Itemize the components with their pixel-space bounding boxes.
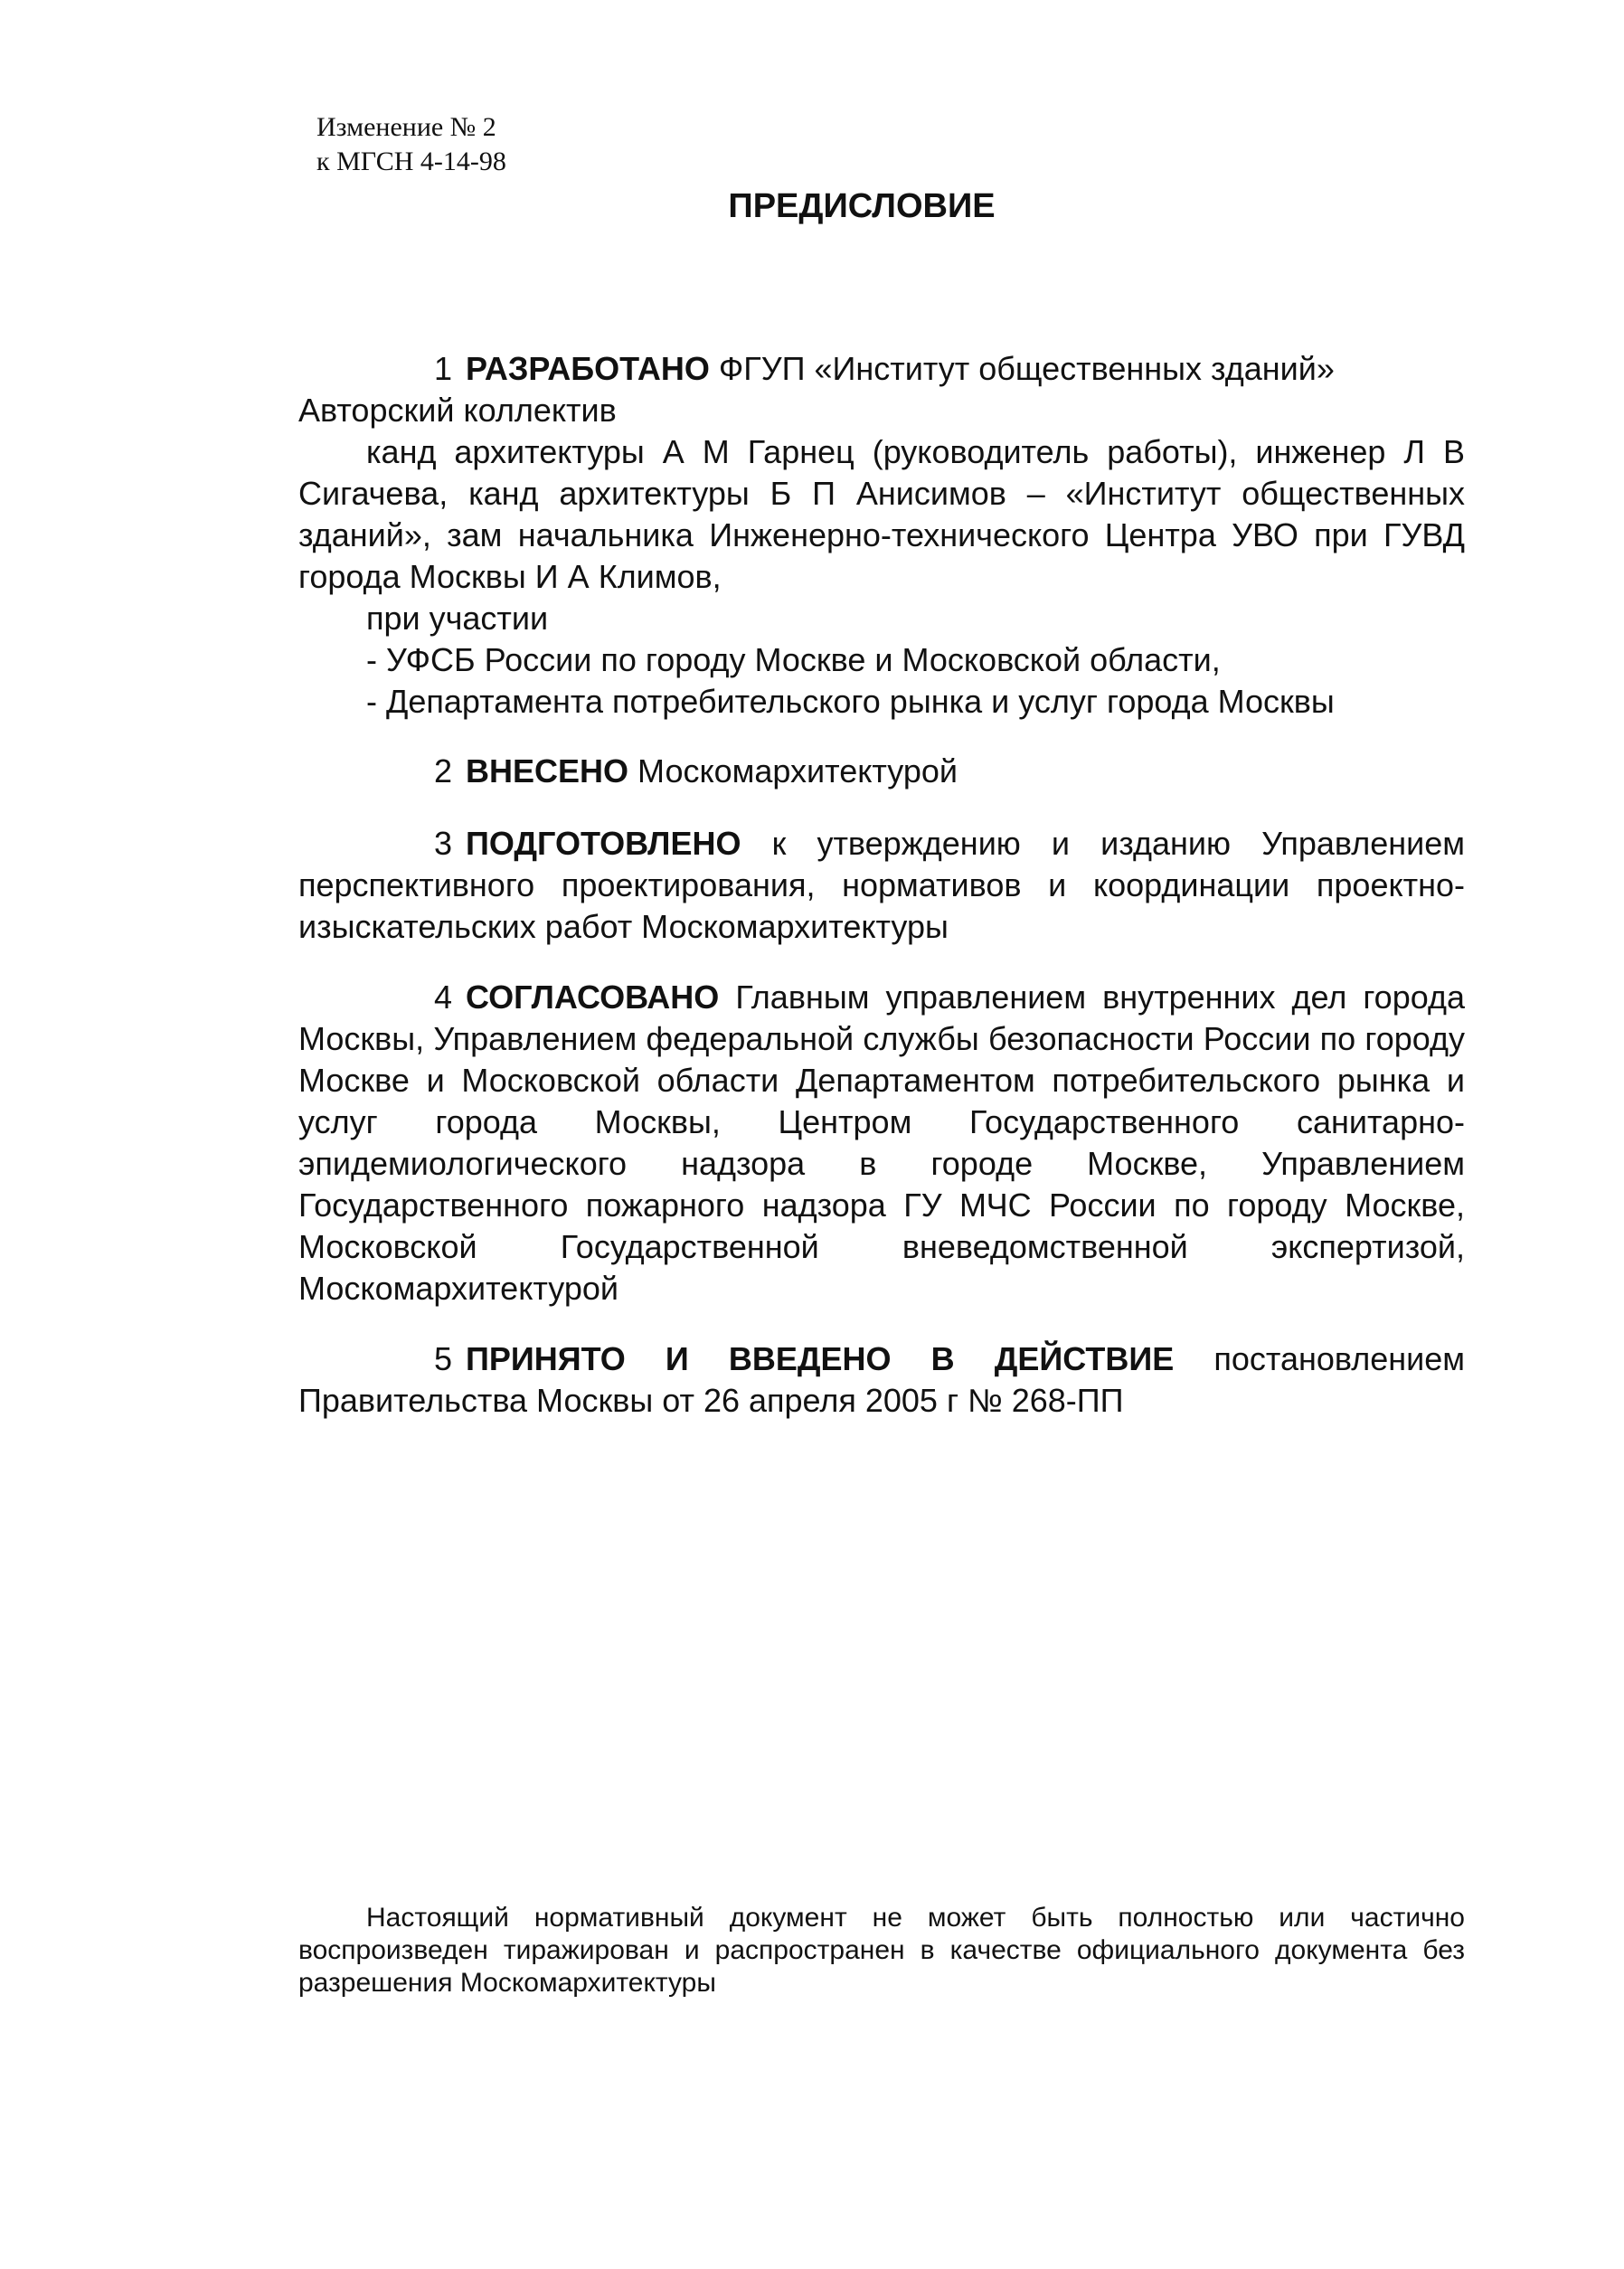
participant-item: - Департамента потребительского рынка и услуг города Москвы (366, 683, 1335, 720)
item-number: 4 (434, 979, 453, 1016)
item-text: постановлением Правительства Москвы от 26 апреля 2005 г № 268-ПП (298, 1340, 1465, 1419)
item-5 (298, 1338, 1465, 1422)
item-keyword: ПРИНЯТО И ВВЕДЕНО В ДЕЙСТВИЕ (466, 1340, 1175, 1377)
item-keyword: ПОДГОТОВЛЕНО (466, 825, 741, 862)
item-text: к утверждению и изданию Управлением перспективного проектирования, нормативов и координации проектно-изыскательских работ Москомархитектуры (298, 825, 1465, 945)
document-header-standard-code: к МГСН 4-14-98 (316, 147, 506, 176)
item-keyword: РАЗРАБОТАНО (466, 350, 710, 387)
item-text: Москомархитектурой (637, 752, 958, 789)
document-header-change-number: Изменение № 2 (316, 112, 496, 142)
item-keyword: СОГЛАСОВАНО (466, 979, 720, 1016)
item-text: ФГУП «Институт общественных зданий» (718, 350, 1335, 387)
item-number: 2 (434, 752, 453, 789)
item-2 (298, 751, 1465, 792)
item-number: 1 (434, 350, 453, 387)
item-keyword: ВНЕСЕНО (466, 752, 629, 789)
item-1 (298, 348, 1465, 723)
item-text: Главным управлением внутренних дел города Москвы, Управлением федеральной службы безопасности России по городу Москве и Московской области Департаментом потребительского рынка и услуг города Москвы, Центром Государственного санитарно-эпидемиологического надзора в городе Москве, Управлением Государственного пожарного надзора ГУ МЧС России по городу Москве, Московской Государственной вневедомственной экспертизой, Москомархитектурой (298, 979, 1465, 1307)
participant-item: - УФСБ России по городу Москве и Московской области, (366, 641, 1221, 678)
item-3 (298, 823, 1465, 948)
copyright-notice-text: Настоящий нормативный документ не может быть полностью или частично воспроизведен тиражирован и распространен в качестве официального документа без разрешения Москомархитектуры (298, 1903, 1465, 1998)
copyright-notice (298, 1902, 1465, 2000)
item-4 (298, 977, 1465, 1309)
participation-heading: при участии (366, 600, 549, 637)
authors-text: канд архитектуры А М Гарнец (руководитель работы), инженер Л В Сигачева, канд архитектуры Б П Анисимов – «Институт общественных зданий», зам начальника Инженерно-технического Центра УВО при ГУВД города Москвы И А Климов, (298, 433, 1465, 595)
item-number: 5 (434, 1340, 453, 1377)
page-title: ПРЕДИСЛОВИЕ (728, 187, 996, 225)
item-1-main (298, 348, 1465, 390)
item-number: 3 (434, 825, 453, 862)
authors-heading: Авторский коллектив (298, 392, 617, 429)
